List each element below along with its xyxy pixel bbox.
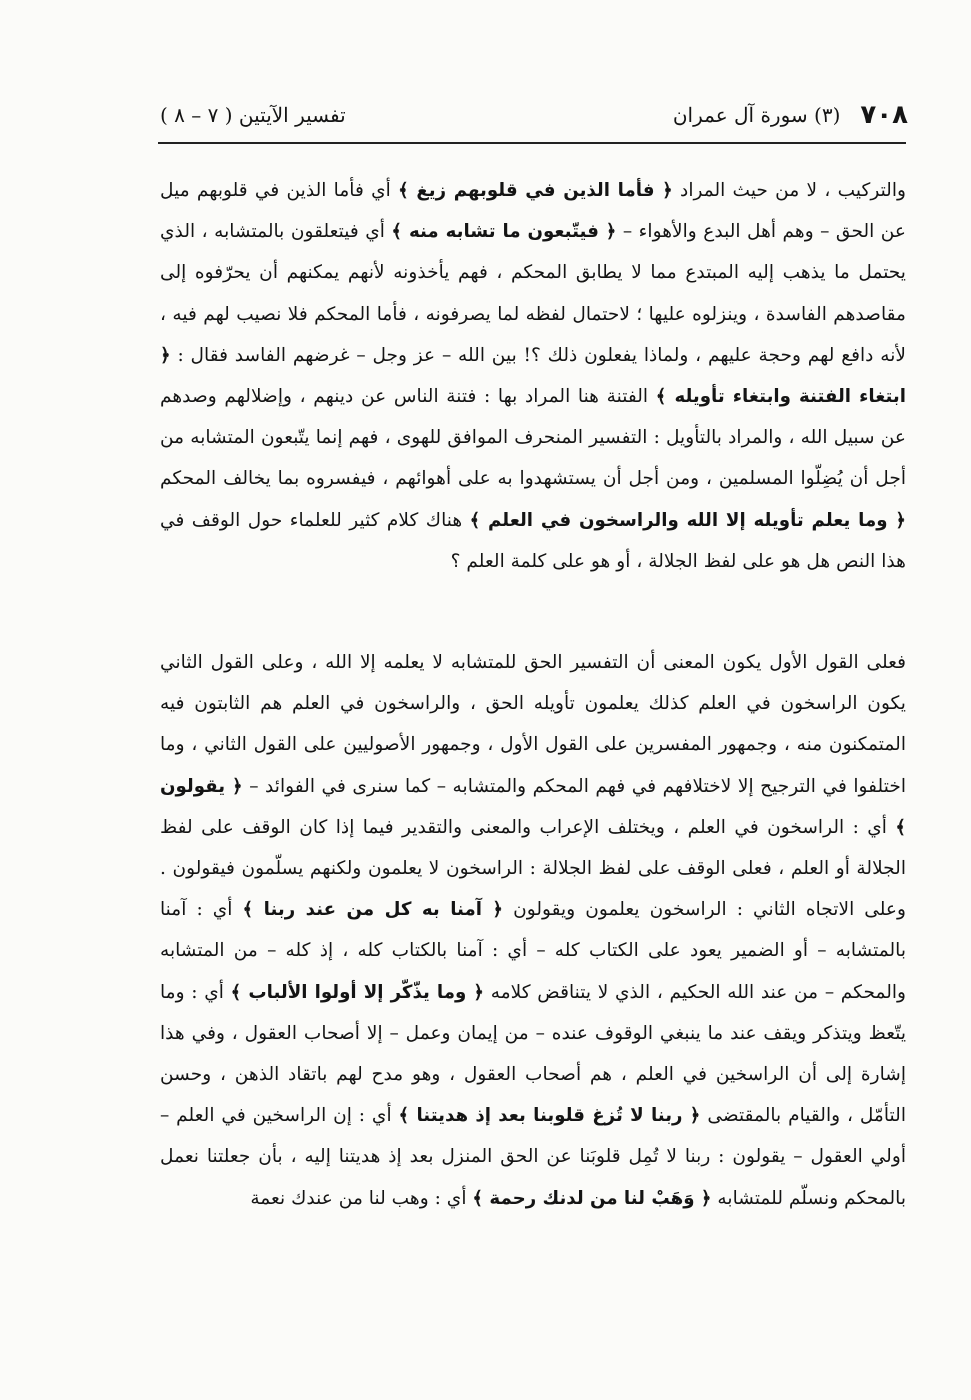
commentary-text: الفتنة هنا المراد بها : فتنة الناس عن دينهم ، وإضلالهم وصدهم عن سبيل الله ، والمراد بالتأويل : التفسير المنحرف الموافق للهوى ، فهم إنما يتّبعون المتشابه من أجل أن يُضِلّوا المسلمين ، ومن أجل أن يستشهدوا به على أهوائهم ، فيفسروه بما يخالف المحكم (160, 386, 906, 490)
page-number: ٧٠٨ (860, 100, 908, 130)
quran-verse: ﴿ وَهَبْ لنا من لدنك رحمة ﴾ (472, 1187, 712, 1209)
quran-verse: ﴿ ربنا لا تُزغ قلوبنا بعد إذ هديتنا ﴾ (398, 1105, 701, 1127)
header-right (673, 100, 908, 130)
paragraph-1 (160, 170, 906, 582)
commentary-text: أي : وهب لنا من عندك نعمة (250, 1187, 473, 1209)
quran-verse: ﴿ يقولون ﴾ (160, 775, 906, 838)
commentary-text: أي : إن الراسخين في العلم – أولي العقول – يقولون : ربنا لا تُمِل قلوبَنا عن الحق المنزل بعد إذ هديتنا إليه ، بأن جعلتنا نعمل بالمحكم ونسلّم للمتشابه (160, 1105, 906, 1209)
commentary-text: هناك كلام كثير للعلماء حول الوقف في هذا النص هل هو على لفظ الجلالة ، أو هو على كلمة العلم ؟ (160, 509, 906, 572)
paragraph-2 (160, 642, 906, 1219)
commentary-text: أي فأما الذين في قلوبهم ميل عن الحق – وهم أهل البدع والأهواء – (160, 180, 907, 243)
quran-verse: ﴿ فيتّبعون ما تشابه منه ﴾ (391, 221, 617, 243)
surah-title: (٣) سورة آل عمران (672, 103, 841, 127)
quran-verse: ﴿ ابتغاء الفتنة وابتغاء تأويله ﴾ (160, 344, 906, 408)
commentary-text: أي : الراسخون في العلم ، ويختلف الإعراب والمعنى والتقدير فيما إذا كان الوقف على لفظ الجلالة أو العلم ، فعلى الوقف على لفظ الجلالة : الراسخون لا يعلمون ولكنهم يسلّمون فيقولون . وعلى الاتجاه الثاني : الراسخون يعلمون ويقولون (160, 816, 907, 921)
quran-verse: ﴿ فأما الذين في قلوبهم زيغ ﴾ (398, 180, 673, 201)
commentary-text: أي : وما يتّعظ ويتذكر ويقف عند ما ينبغي الوقوف عنده – من إيمان وعمل – إلا أصحاب العقول ، وفي هذا إشارة إلى أن الراسخين في العلم ، هم أصحاب العقول ، وهو مدح لهم باتقاد الذهن ، وحسن التأمّل ، والقيام بالمقتضى (160, 981, 907, 1127)
commentary-text: أي فيتعلقون بالمتشابه ، الذي يحتمل ما يذهب إليه المبتدع مما لا يطابق المحكم ، فهم يأخذونه لأنهم يمكنهم أن يحرّفوه إلى مقاصدهم الفاسدة ، وينزلوه عليها ؛ لاحتمال لفظه لما يصرفونه ، فأما المحكم فلا نصيب لهم فيه ، لأنه دافع لهم وحجة عليهم ، ولماذا يفعلون ذلك ؟! بين الله – عز وجل – غرضهم الفاسد فقال : (160, 221, 906, 366)
commentary-text: أي : آمنا بالمتشابه – أو الضمير يعود على الكتاب كله – أي : آمنا بالكتاب كله ، إذ كله – من المتشابه والمحكم – من عند الله الحكيم ، الذي لا يتناقض كلامه (160, 899, 907, 1003)
quran-verse: ﴿ آمنا به كل من عند ربنا ﴾ (242, 899, 504, 921)
section-title: تفسير الآيتين ( ٧ – ٨ ) (160, 103, 346, 127)
commentary-text: والتركيب ، لا من حيث المراد (672, 180, 906, 201)
commentary-text: فعلى القول الأول يكون المعنى أن التفسير الحق للمتشابه لا يعلمه إلا الله ، وعلى القول الثاني يكون الراسخون في العلم كذلك يعلمون تأويله الحق ، والراسخون في العلم هم الثابتون فيه المتمكنون منه ، وجمهور المفسرين على القول الأول ، وجمهور الأصوليين على القول الثاني ، وما اختلفوا في الترجيح إلا لاختلافهم في فهم المحكم والمتشابه – كما سنرى في الفوائد – (160, 652, 906, 797)
header-rule (158, 142, 906, 144)
page-header (160, 95, 908, 135)
quran-verse: ﴿ وما يذّكّر إلا أولوا الألباب ﴾ (230, 981, 485, 1003)
quran-verse: ﴿ وما يعلم تأويله إلا الله والراسخون في العلم ﴾ (469, 509, 906, 531)
